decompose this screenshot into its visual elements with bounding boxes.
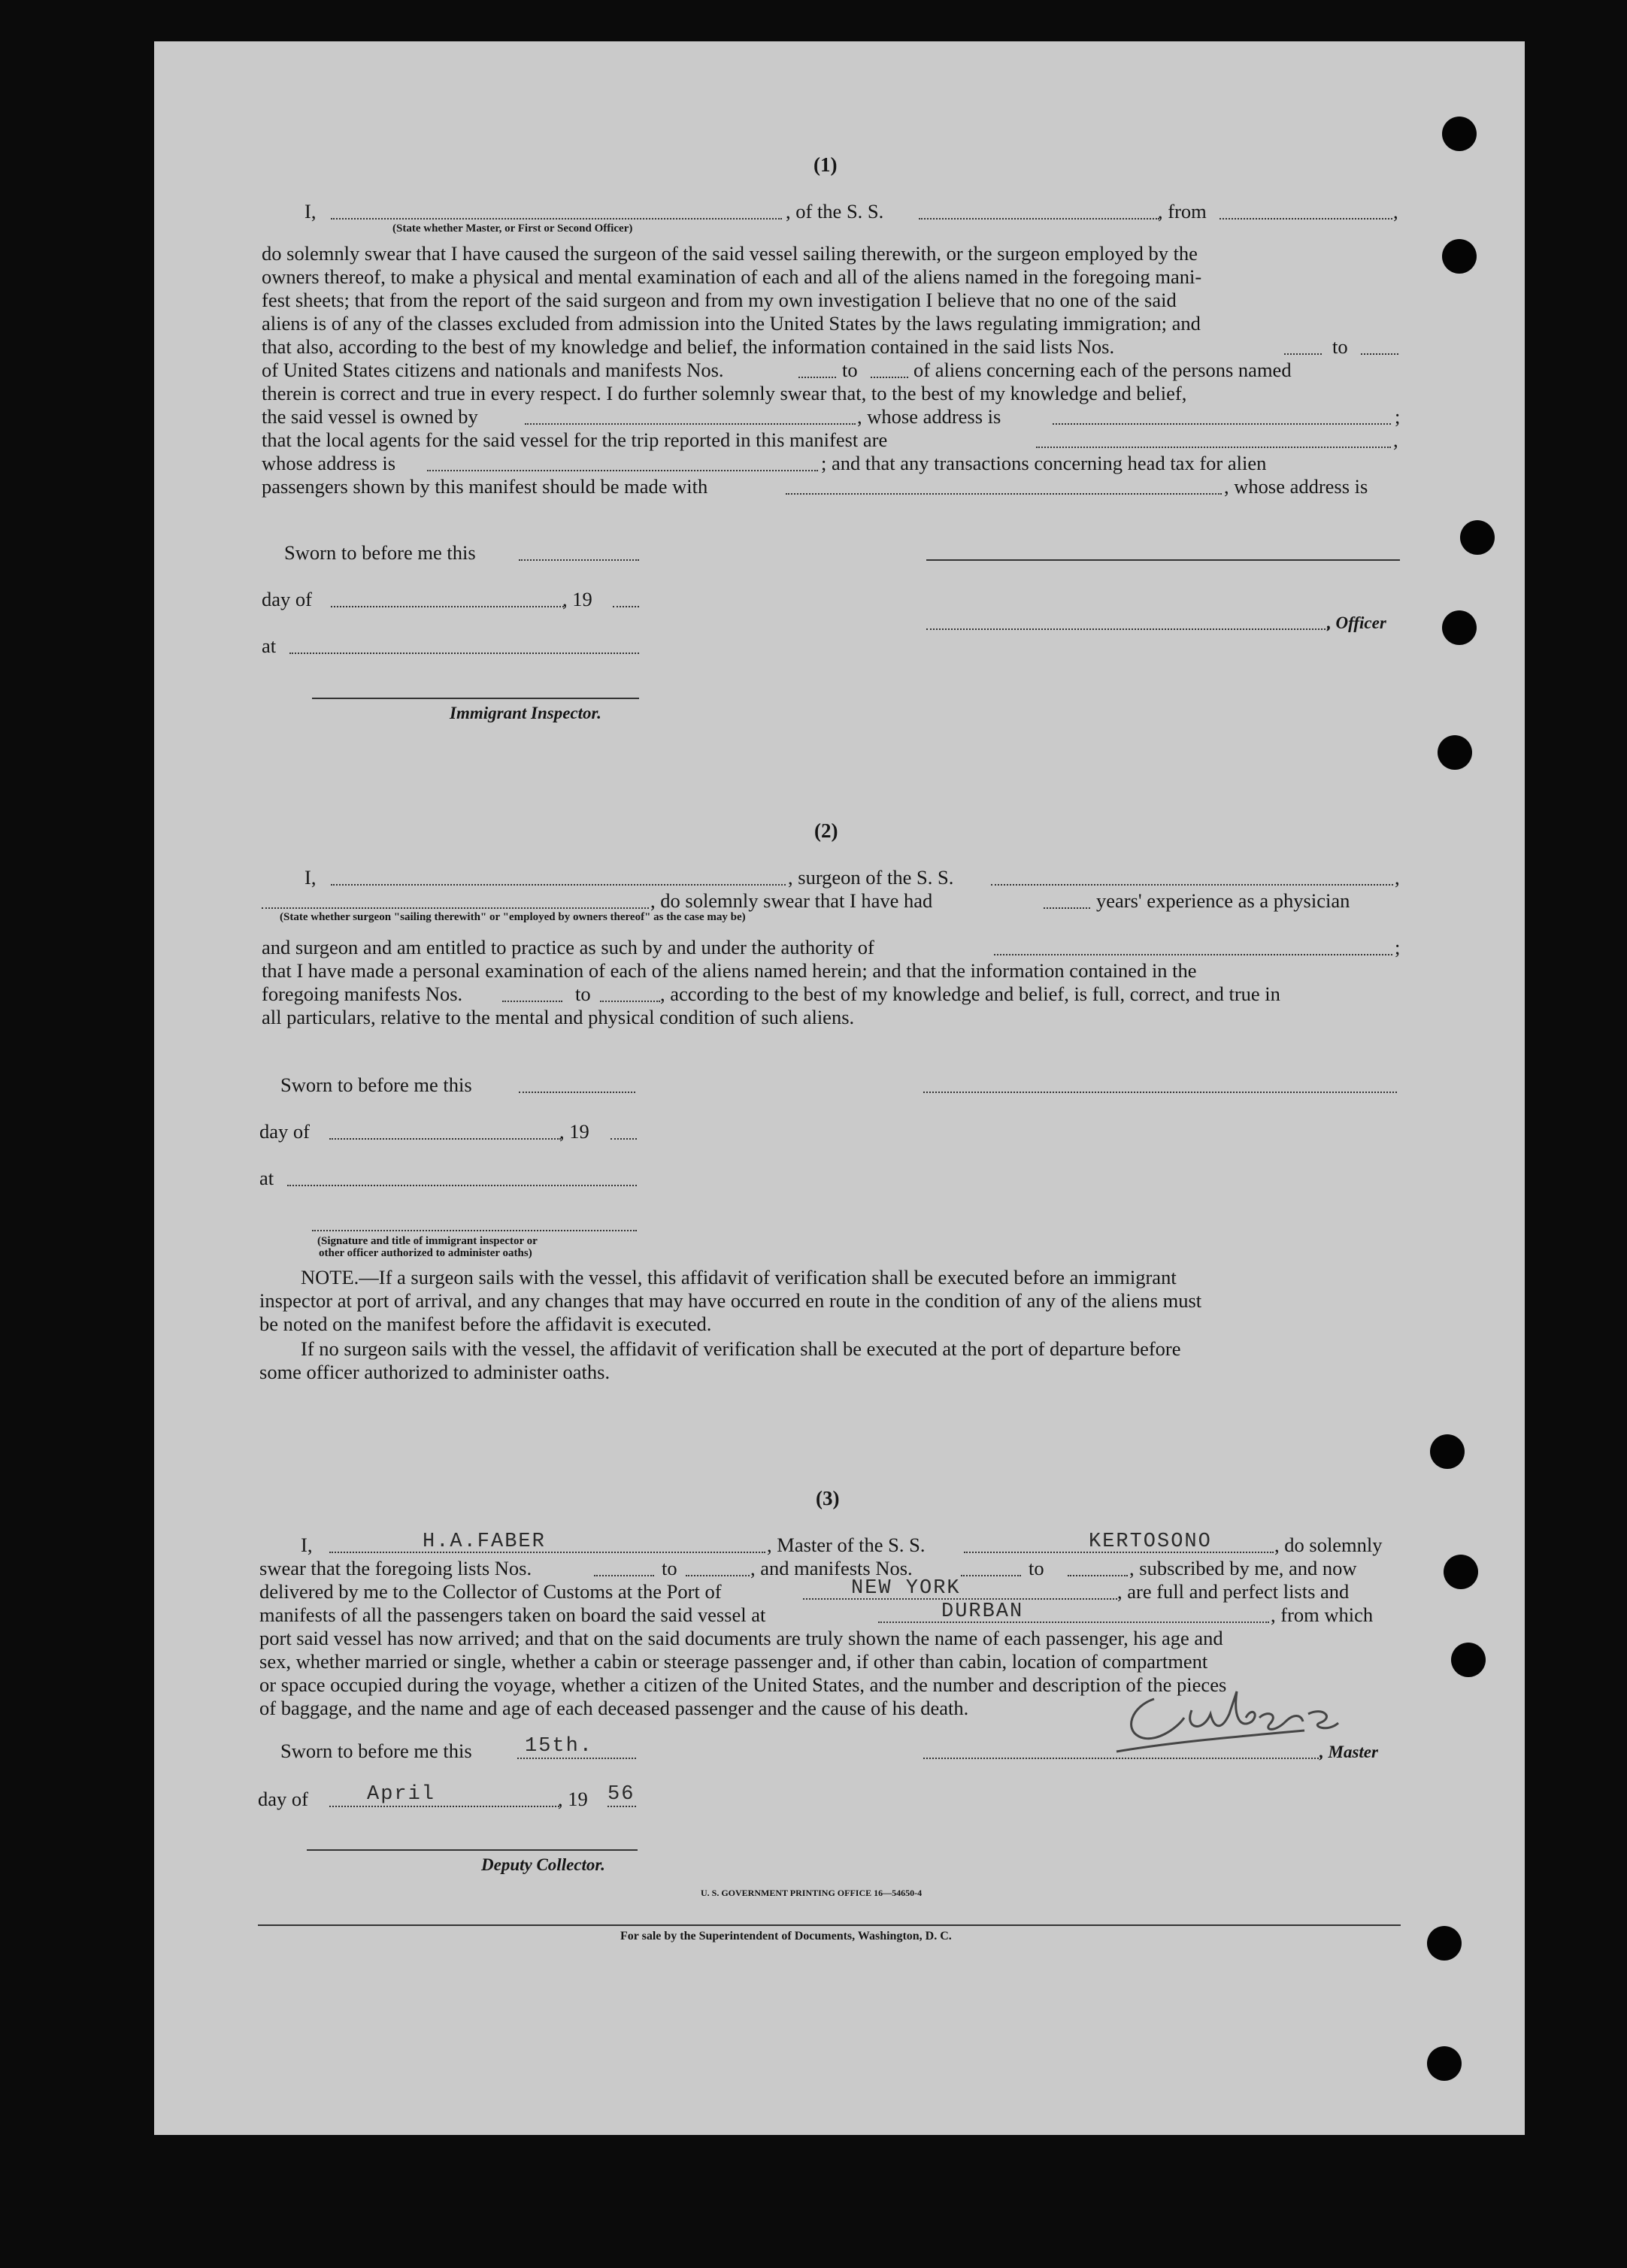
s2-line3b: ; [1395,936,1401,958]
s2-surgeon-name-blank [331,884,786,886]
s3-collector-label: Deputy Collector. [481,1855,605,1874]
s2-line2a: , do solemnly swear that I have had [650,889,933,912]
s1-headtax-blank [786,493,1222,495]
s3-master-signature-line [923,1758,1322,1759]
s2-at-blank [287,1185,637,1186]
s1-line9a: that the local agents for the said vessel for the trip reported in this manifest are [262,428,888,451]
s2-note-line: inspector at port of arrival, and any changes that may have occurred en route in the condition of any of the aliens must [259,1289,1202,1312]
s1-lists-to-blank [1361,353,1398,355]
s2-years-blank [1044,907,1090,909]
binder-hole [1442,117,1477,151]
s3-line2c: , and manifests Nos. [750,1557,913,1579]
s1-year-blank [613,606,639,607]
section-2-number: (2) [814,819,838,842]
s2-manifest-from-blank [502,1001,562,1002]
s2-status-blank [262,907,649,909]
s3-port: NEW YORK [851,1577,961,1600]
s1-owner-address-blank [1053,423,1391,425]
s1-line10a: whose address is [262,452,396,474]
s2-line-i: I, [304,866,317,889]
s3-departure-blank [878,1622,1269,1623]
s2-line5a: foregoing manifests Nos. [262,983,463,1005]
s2-line2b: years' experience as a physician [1096,889,1350,912]
binder-hole [1427,1926,1462,1961]
s1-officer-title-blank [926,628,1329,630]
s2-surgeon-note: (State whether surgeon "sailing therewith" or "employed by owners thereof" as the case may be) [280,911,746,923]
s1-officer-name-blank [331,218,782,220]
s3-lists-to-blank [686,1575,750,1576]
section-1-number: (1) [814,153,838,176]
s3-vessel-name: KERTOSONO [1089,1531,1212,1553]
s2-at: at [259,1167,274,1189]
s2-year: , 19 [559,1120,589,1143]
s1-of-ss: , of the S. S. [786,200,884,223]
s1-officer-signature-line [926,559,1400,561]
binder-hole [1430,1434,1465,1469]
s1-line-i: I, [304,200,317,223]
s3-master-of: , Master of the S. S. [767,1534,926,1556]
s3-year-suffix: 56 [607,1783,635,1806]
s1-line8c: ; [1395,405,1401,428]
s3-collector-signature-line [307,1849,638,1851]
s3-body-line: or space occupied during the voyage, whether a citizen of the United States, and the number and description of the pieces [259,1673,1227,1696]
s3-line2a: swear that the foregoing lists Nos. [259,1557,532,1579]
binder-hole [1438,735,1472,770]
s2-line3a: and surgeon and am entitled to practice as such by and under the authority of [262,936,874,958]
s3-solemnly: , do solemnly [1274,1534,1383,1556]
s1-body-line: aliens is of any of the classes excluded from admission into the United States by the laws regulating immigration; and [262,312,1201,335]
s3-line2b: to [662,1557,677,1579]
s3-body-line: sex, whether married or single, whether a cabin or steerage passenger and, if other than cabin, location of compartment [259,1650,1208,1673]
s3-month-blank [329,1806,559,1807]
s1-line6a: of United States citizens and nationals and manifests Nos. [262,359,724,381]
s3-line4b: , from which [1271,1603,1374,1626]
s1-from-blank [1219,218,1392,220]
s2-line4: that I have made a personal examination of each of the aliens named herein; and that the information contained in the [262,959,1197,982]
s3-line2d: to [1029,1557,1044,1579]
binder-hole [1427,2046,1462,2081]
s3-master-name-blank [329,1552,765,1553]
s1-inspector-label: Immigrant Inspector. [450,704,601,722]
s2-authority-blank [994,954,1392,955]
binder-hole [1460,520,1495,555]
s3-line3b: , are full and perfect lists and [1117,1580,1350,1603]
s2-vessel-blank [991,884,1393,886]
binder-hole [1444,1555,1478,1589]
s2-line5c: , according to the best of my knowledge and belief, is full, correct, and true in [660,983,1280,1005]
s3-manifest-to-blank [1068,1575,1128,1576]
s1-from: , from [1158,200,1207,223]
s3-departure-port: DURBAN [941,1600,1024,1623]
s2-note-line: If no surgeon sails with the vessel, the affidavit of verification shall be executed at the port of departure before [301,1337,1181,1360]
s1-agents-blank [1036,447,1391,448]
s1-line6b: to [842,359,858,381]
s2-manifest-to-blank [600,1001,660,1002]
s1-inspector-signature-line [312,698,639,699]
s1-line10b: ; and that any transactions concerning head tax for alien [821,452,1267,474]
s2-note-line: NOTE.—If a surgeon sails with the vessel, this affidavit of verification shall be executed before an immigrant [301,1266,1177,1288]
s3-year-blank [607,1806,636,1807]
gpo-imprint: U. S. GOVERNMENT PRINTING OFFICE 16—54650-4 [701,1888,923,1898]
s1-sworn-label: Sworn to before me this [284,541,476,564]
s2-note-line: some officer authorized to administer oaths. [259,1361,611,1383]
s1-vessel-blank [919,218,1159,220]
s3-year-prefix: , 19 [558,1788,588,1810]
s2-comma: , [1395,866,1400,889]
s3-line-i: I, [301,1534,313,1556]
s2-sworn-label: Sworn to before me this [280,1073,472,1096]
s2-surgeon-signature-line [923,1092,1397,1093]
s3-manifest-from-blank [961,1575,1021,1576]
s1-master-note: (State whether Master, or First or Second Officer) [392,223,633,235]
section-3-number: (3) [816,1487,840,1509]
s1-day-of: day of [262,588,312,610]
s3-lists-from-blank [594,1575,654,1576]
s2-line6: all particulars, relative to the mental and physical condition of such aliens. [262,1006,855,1028]
s1-line5b: to [1332,335,1348,358]
s1-lists-from-blank [1284,353,1322,355]
s3-master-name: H.A.FABER [423,1531,546,1553]
s1-at-blank [289,653,639,654]
s1-day-blank [331,606,564,607]
s2-sworn-blank [519,1092,635,1093]
s1-owner-blank [525,423,856,425]
s3-line2e: , subscribed by me, and now [1129,1557,1357,1579]
footer-rule [258,1924,1401,1926]
s3-sworn-day: 15th. [525,1735,594,1758]
s2-day-blank [329,1138,561,1140]
s1-body-line: do solemnly swear that I have caused the surgeon of the said vessel sailing therewith, or the surgeon employed by the [262,242,1198,265]
s1-at: at [262,634,277,657]
s1-body-line: owners thereof, to make a physical and mental examination of each and all of the aliens named in the foregoing mani- [262,265,1202,288]
s1-sworn-blank [519,559,639,561]
s2-inspector-signature-line [312,1230,637,1231]
s2-year-blank [611,1138,637,1140]
s3-line4a: manifests of all the passengers taken on board the said vessel at [259,1603,766,1626]
s1-line11a: passengers shown by this manifest should be made with [262,475,708,498]
s2-day-of: day of [259,1120,310,1143]
s1-line11b: , whose address is [1224,475,1368,498]
s1-comma: , [1393,200,1398,223]
sale-notice: For sale by the Superintendent of Documents, Washington, D. C. [620,1930,952,1942]
s3-body-line: port said vessel has now arrived; and that on the said documents are truly shown the name of each passenger, his age and [259,1627,1223,1649]
s2-note-line: be noted on the manifest before the affidavit is executed. [259,1313,712,1335]
s1-manifest-to-blank [871,377,908,378]
s3-master-label: , Master [1319,1743,1378,1761]
binder-hole [1451,1643,1486,1677]
s3-day-of: day of [258,1788,308,1810]
s1-line8a: the said vessel is owned by [262,405,478,428]
s3-sworn-blank [517,1758,636,1759]
binder-hole [1442,239,1477,274]
s1-line8b: , whose address is [857,405,1001,428]
s2-signature-note: other officer authorized to administer oaths) [319,1247,532,1259]
binder-hole [1442,610,1477,645]
s3-sworn-label: Sworn to before me this [280,1740,472,1762]
s3-line3a: delivered by me to the Collector of Customs at the Port of [259,1580,722,1603]
s1-line6c: of aliens concerning each of the persons named [913,359,1292,381]
s1-line9b: , [1393,428,1398,451]
s3-body-line: of baggage, and the name and age of each deceased passenger and the cause of his death. [259,1697,969,1719]
s1-body-line: fest sheets; that from the report of the said surgeon and from my own investigation I believe that no one of the said [262,289,1177,311]
s1-agents-address-blank [427,470,818,471]
s1-year: , 19 [562,588,592,610]
s2-line5b: to [575,983,591,1005]
s1-line7: therein is correct and true in every respect. I do further solemnly swear that, to the best of my knowledge and belief, [262,382,1187,404]
s1-officer-label: , Officer [1327,613,1386,632]
s2-surgeon-of: , surgeon of the S. S. [788,866,954,889]
s1-line5a: that also, according to the best of my knowledge and belief, the information contained in the said lists Nos. [262,335,1115,358]
s1-manifest-from-blank [798,377,836,378]
s2-signature-note: (Signature and title of immigrant inspector or [317,1235,538,1247]
s3-month: April [367,1783,436,1806]
